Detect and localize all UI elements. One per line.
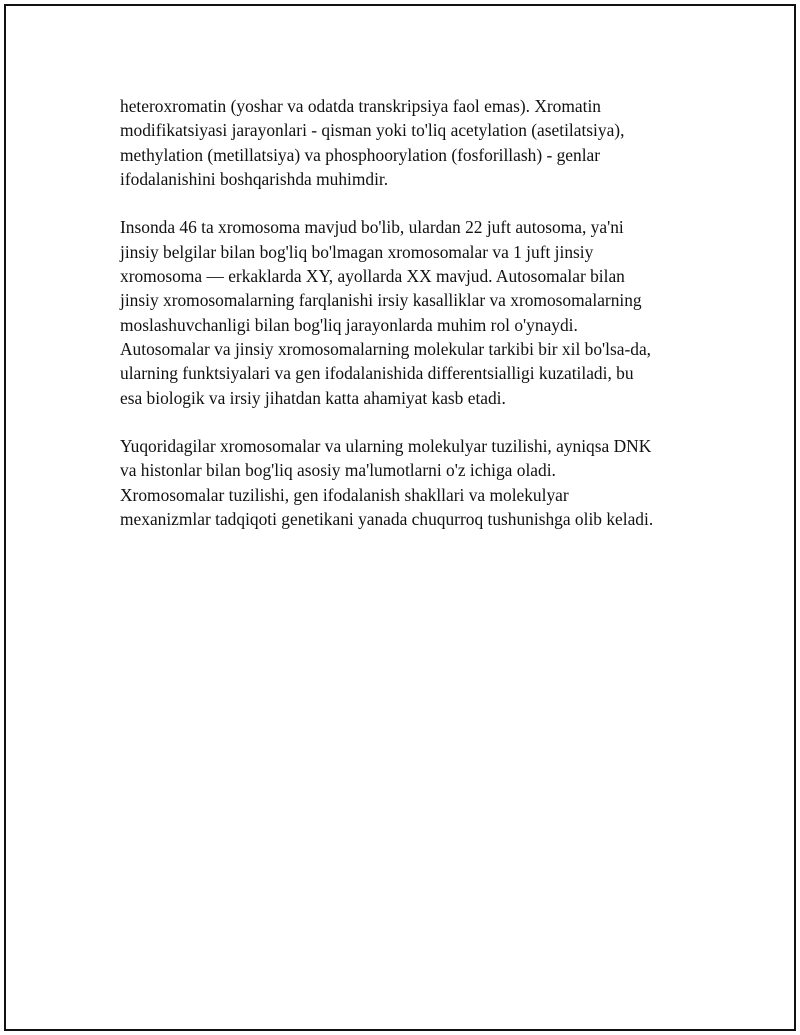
document-page [4, 4, 796, 1031]
document-body [120, 94, 700, 556]
paragraph-human-chromosomes: Insonda 46 ta xromosoma mavjud bo'lib, ulardan 22 juft autosoma, ya'ni jinsiy belgilar bilan bog'liq bo'lmagan xromosomalar va 1 juft jinsiy xromosoma — erkaklarda XY, ayollarda XX mavjud. Autosomalar bilan jinsiy xromosomalarning farqlanishi irsiy kasalliklar va xromosomalarning moslashuvchanligi bilan bog'liq jarayonlarda muhim rol o'ynaydi. Autosomalar va jinsiy xromosomalarning molekular tarkibi bir xil bo'lsa-da, ularning funktsiyalari va gen ifodalanishida differentsialligi kuzatiladi, bu esa biologik va irsiy jihatdan katta ahamiyat kasb etadi. [120, 217, 652, 408]
paragraph-chromatin-modification: heteroxromatin (yoshar va odatda transkripsiya faol emas). Xromatin modifikatsiyasi jarayonlari - qisman yoki to'liq acetylation (asetilatsiya), methylation (metillatsiya) va phosphoorylation (fosforillash) - genlar ifodalanishini boshqarishda muhimdir. [120, 96, 625, 189]
paragraph-summary: Yuqoridagilar xromosomalar va ularning molekulyar tuzilishi, ayniqsa DNK va histonlar bilan bog'liq asosiy ma'lumotlarni o'z ichiga oladi. Xromosomalar tuzilishi, gen ifodalanish shakllari va molekulyar mexanizmlar tadqiqoti genetikani yanada chuqurroq tushunishga olib keladi. [120, 436, 654, 530]
